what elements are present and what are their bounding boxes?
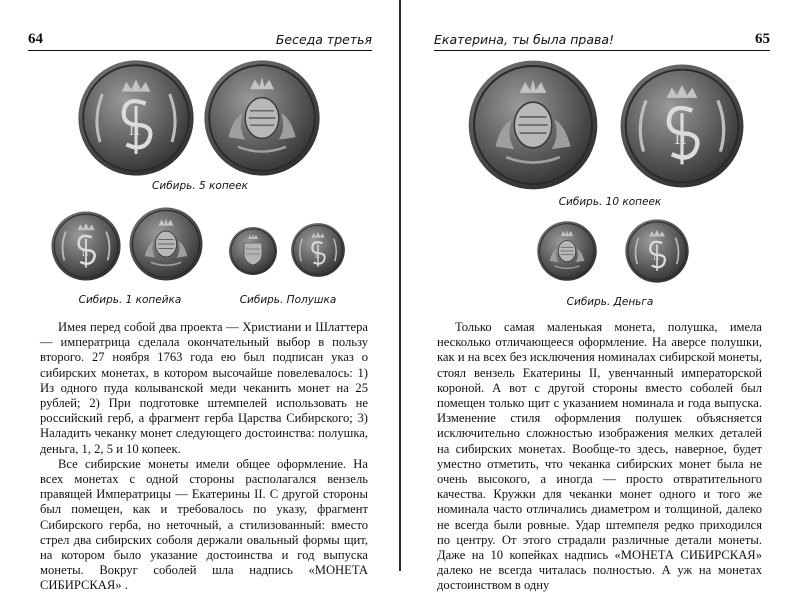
- running-title: Екатерина, ты была права!: [434, 32, 615, 47]
- coin-10-kopeks-obverse: [618, 62, 746, 190]
- paragraph: Только самая маленькая монета, полушка, имела несколько отличающееся оформление. На аверсе полушки, как и на всех без исключения номиналах сибирской монеты, стоял вензель Екатерины II, увенчанный императорской короной. А вот с другой стороны вместо соболей был помещен только щит с указанием номинала и года выпуска. Изменение стиля оформления полушек объясняется исключительно сложностью изображения мелких деталей на сибирских монетах. Вообще-то здесь, наверное, будет уместно отметить, что чеканка сибирских монет была не очень высокого, а иногда — просто отвратительного качества. Кружки для чеканки монет одного и того же номинала часто отличались диаметром и толщиной, далеко не всегда были ровные. Удар штемпеля редко приходился по центру. От этого страдали различные детали монеты. Даже на 10 копейках надпись «МОНЕТА СИБИРСКАЯ» далеко не всегда читалась полностью. А уж на монетах достоинством в одну: [437, 320, 762, 593]
- paragraph: Все сибирские монеты имели общее оформление. На всех монетах с одной стороны располагался вензель правящей Императрицы — Екатерины II. С другой стороны был помещен, как и требовалось по указу, фрагмент Сибирского герба, но неточный, а стилизованный: вместо стрел два сибирских соболя держали овальный формы щит, на котором было указание достоинства и год выпуска монеты. Вокруг соболей шла надпись «МОНЕТА СИБИРСКАЯ» .: [40, 456, 368, 593]
- caption-1-kopek: Сибирь. 1 копейка: [78, 294, 182, 306]
- left-running-header: [28, 28, 372, 51]
- caption-10-kopeks: Сибирь. 10 копеек: [558, 196, 662, 208]
- coin-denga-obverse: [624, 218, 690, 284]
- running-title: Беседа третья: [275, 32, 372, 47]
- coin-denga-reverse: [536, 220, 598, 282]
- right-body-text: [437, 320, 762, 594]
- coin-polushka-reverse: [228, 226, 278, 276]
- coin-5-kopeks-reverse: [202, 58, 322, 178]
- right-running-header: [434, 28, 770, 51]
- coin-1-kopek-reverse: [128, 206, 204, 282]
- coin-5-kopeks-obverse: [76, 58, 196, 178]
- coin-1-kopek-obverse: [50, 210, 122, 282]
- caption-5-kopeks: Сибирь. 5 копеек: [152, 180, 248, 192]
- coin-polushka-obverse: [290, 222, 346, 278]
- page-number: 65: [755, 31, 770, 47]
- paragraph: Имея перед собой два проекта — Христиани и Шлаттера — императрица сделала окончательный выбор в пользу второго. 27 ноября 1763 года ею был подписан указ о сибирских монетах, в котором высочайше повелевалось: 1) Из одного пуда колыванской меди чеканить монет на 25 рублей; 2) При подготовке штемпелей использовать не российский герб, а фрагмент герба Царства Сибирского; 3) Наладить чеканку монет следующего достоинства: полушка, деньга, 1, 2, 5 и 10 копеек.: [40, 320, 368, 456]
- left-body-text: [40, 320, 368, 594]
- left-page: [0, 0, 400, 593]
- page-number: 64: [28, 31, 43, 47]
- caption-polushka: Сибирь. Полушка: [239, 294, 337, 306]
- caption-denga: Сибирь. Деньга: [566, 296, 654, 308]
- right-page: [400, 0, 800, 593]
- coin-10-kopeks-reverse: [466, 58, 600, 192]
